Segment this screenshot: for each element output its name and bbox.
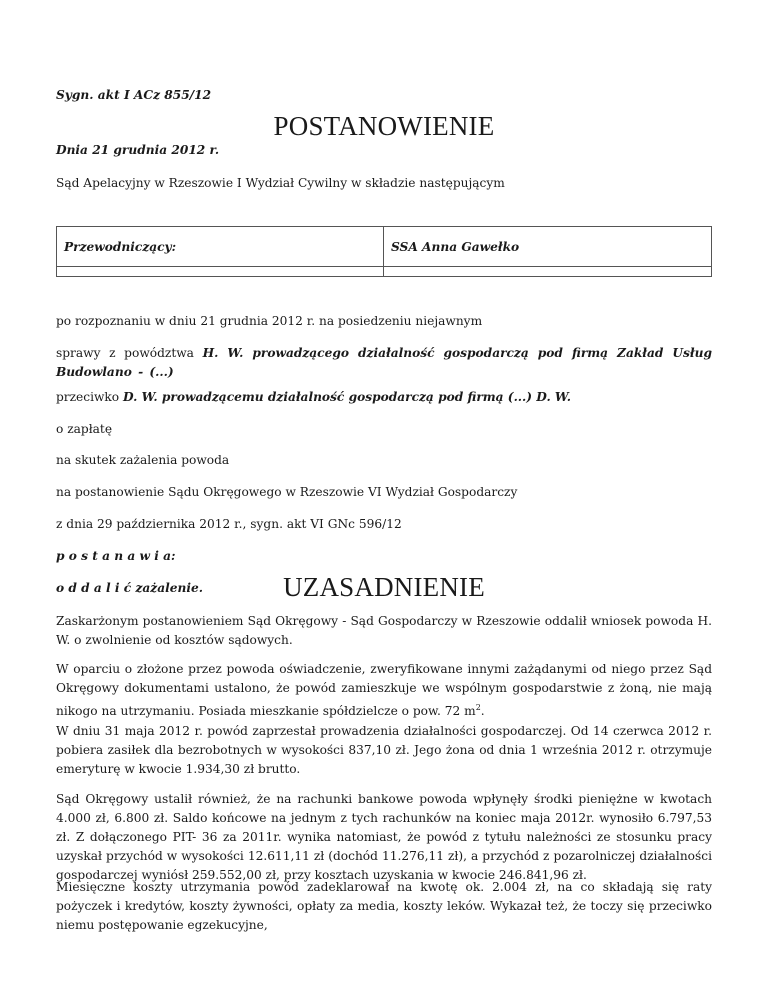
suit-line — [56, 344, 712, 382]
justification-title: UZASADNIENIE — [283, 572, 485, 602]
composition-role: Przewodniczący: — [57, 227, 384, 267]
subject-line: o zapłatę — [56, 422, 113, 436]
resolves-line: p o s t a n a w i a: — [56, 549, 176, 563]
justification-paragraph-1: Zaskarżonym postanowieniem Sąd Okręgowy - Sąd Gospodarczy w Rzeszowie oddalił wniosek powoda H. W. o zwolnienie od kosztów sądowych. — [56, 614, 712, 647]
outcome-line: o d d a l i ć zażalenie. — [56, 581, 203, 595]
composition-judge: SSA Anna Gawełko — [384, 227, 712, 267]
plaintiff-name: H. W. prowadzącego działalność gospodarczą pod firmą Zakład Usług Budowlano - (...) — [56, 346, 712, 379]
against-prefix: przeciwko — [56, 390, 124, 404]
defendant-name: D. W. prowadzącemu działalność gospodarczą pod firmą (...) D. W. — [123, 390, 571, 404]
justification-paragraph-2 — [56, 660, 712, 721]
justification-paragraph-3: W dniu 31 maja 2012 r. powód zaprzestał prowadzenia działalności gospodarczej. Od 14 czerwca 2012 r. pobiera zasiłek dla bezrobotnych w wysokości 837,10 zł. Jego żona od dnia 1 września 2012 r. otrzymuje emeryturę w kwocie 1.934,30 zł brutto. — [56, 724, 712, 776]
justification-paragraph-5: Miesięczne koszty utrzymania powód zadeklarował na kwotę ok. 2.004 zł, na co składają się raty pożyczek i kredytów, koszty żywności, opłaty za media, koszty leków. Wykazał też, że toczy się przeciwko niemu postępowanie egzekucyjne, — [56, 880, 712, 932]
session-line: po rozpoznaniu w dniu 21 grudnia 2012 r. na posiedzeniu niejawnym — [56, 314, 483, 328]
document-title: POSTANOWIENIE — [273, 111, 495, 141]
ruling-date: Dnia 21 grudnia 2012 r. — [56, 143, 220, 157]
defendant-line — [56, 388, 571, 407]
justification-paragraph-4: Sąd Okręgowy ustalił również, że na rachunki bankowe powoda wpłynęły środki pieniężne w kwotach 4.000 zł, 6.800 zł. Saldo końcowe na jednym z tych rachunków na koniec maja 2012r. wynosiło 6.797,53 zł. Z dołączonego PIT- 36 za 2011r. wynika natomiast, że powód z tytułu należności ze stosunku pracy uzyskał przychód w wysokości 12.611,11 zł (dochód 11.276,11 zł), a przychód z pozarolniczej działalności gospodarczej wyniósł 259.552,00 zł, przy kosztach uzyskania w kwocie 246.841,96 zł. — [56, 792, 712, 882]
case-signature: Sygn. akt I ACz 855/12 — [56, 88, 212, 102]
suit-prefix: sprawy z powództwa — [56, 346, 203, 360]
area-unit-exponent: 2 — [475, 703, 481, 712]
composition-empty-cell — [384, 267, 712, 277]
decision-date-line: z dnia 29 października 2012 r., sygn. akt VI GNc 596/12 — [56, 517, 402, 531]
composition-empty-cell — [57, 267, 384, 277]
decision-ref-line: na postanowienie Sądu Okręgowego w Rzeszowie VI Wydział Gospodarczy — [56, 485, 518, 499]
appeal-line: na skutek zażalenia powoda — [56, 453, 230, 467]
court-composition-table — [56, 226, 712, 277]
paragraph-2-text: W oparciu o złożone przez powoda oświadczenie, zweryfikowane innymi zażądanymi od niego przez Sąd Okręgowy dokumentami ustalono, że powód zamieszkuje we wspólnym gospodarstwie z żoną, nie mają nikogo na utrzymaniu. Posiada mieszkanie spółdzielcze o pow. 72 m — [56, 662, 712, 719]
paragraph-2-end: . — [480, 704, 485, 719]
court-composition-line: Sąd Apelacyjny w Rzeszowie I Wydział Cywilny w składzie następującym — [56, 176, 505, 190]
